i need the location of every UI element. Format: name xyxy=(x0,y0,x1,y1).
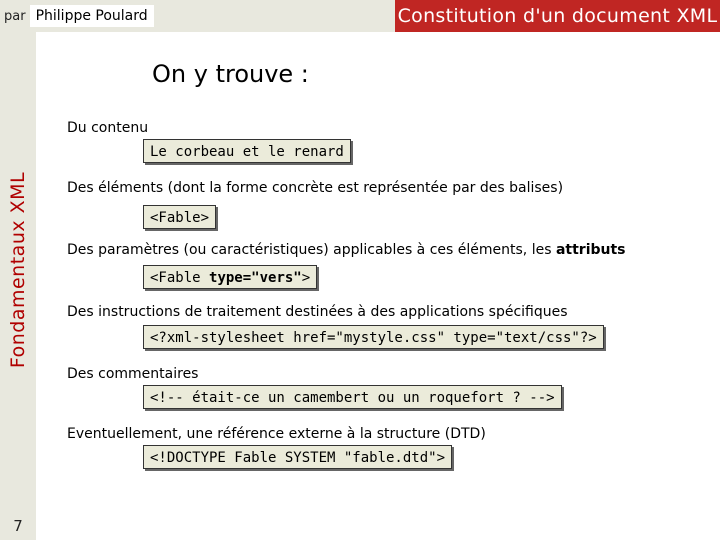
item-label-elements: Des éléments (dont la forme concrète est représentée par des balises) xyxy=(67,180,564,196)
sidebar-section-label: Fondamentaux XML xyxy=(7,171,29,369)
author-prefix: par xyxy=(4,9,26,24)
page-number: 7 xyxy=(13,517,23,535)
item-label-attributes xyxy=(67,241,626,259)
item-label-comments: Des commentaires xyxy=(67,366,199,382)
example-doctype: <!DOCTYPE Fable SYSTEM "fable.dtd"> xyxy=(143,445,452,469)
item-label-attributes-text: Des paramètres (ou caractéristiques) applicables à ces éléments, les xyxy=(67,242,556,258)
example-element: <Fable> xyxy=(143,205,216,229)
example-content: Le corbeau et le renard xyxy=(143,139,351,163)
item-label-content: Du contenu xyxy=(67,120,149,136)
author-name: Philippe Poulard xyxy=(30,5,154,27)
example-attribute-value: type="vers" xyxy=(209,270,302,286)
author-line xyxy=(0,4,154,28)
slide-heading: On y trouve : xyxy=(152,60,309,88)
example-comment: <!-- était-ce un camembert ou un roquefort ? --> xyxy=(143,385,562,409)
item-label-dtd: Eventuellement, une référence externe à la structure (DTD) xyxy=(67,426,486,442)
example-attribute-prefix: <Fable xyxy=(150,270,210,286)
example-attribute xyxy=(143,265,317,289)
example-processing-instruction: <?xml-stylesheet href="mystyle.css" type="text/css"?> xyxy=(143,325,604,349)
attributes-keyword: attributs xyxy=(555,242,626,258)
slide-title: Constitution d'un document XML xyxy=(395,0,720,32)
example-attribute-suffix: > xyxy=(301,270,311,286)
item-label-processing-instructions: Des instructions de traitement destinées à des applications spécifiques xyxy=(67,304,568,320)
